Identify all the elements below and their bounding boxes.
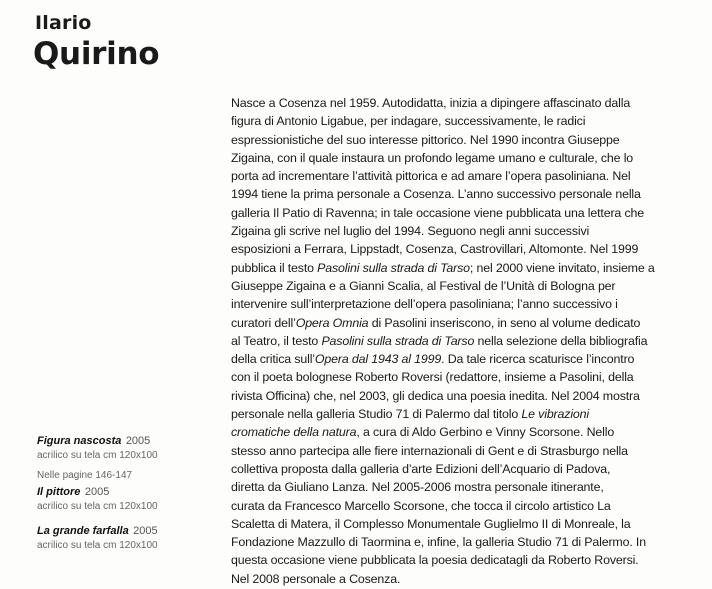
caption-technique: acrilico su tela cm 120x100	[37, 540, 158, 551]
bio-text: rivista Officina) che, nel 2003, gli dedica una poesia inedita. Nel 2004 mostra	[231, 388, 640, 403]
caption-la-grande-farfalla	[37, 521, 222, 551]
bio-text: galleria Il Patio di Ravenna; in tale occasione viene pubblicata una lettera che	[231, 205, 644, 220]
bio-text: diretta da Giuliano Lanza. Nel 2005-2006 mostra personale itinerante,	[231, 480, 604, 495]
bio-line	[231, 112, 697, 130]
bio-italic-title: cromatiche della natura	[231, 425, 357, 440]
bio-line	[231, 332, 697, 350]
bio-line	[231, 442, 697, 460]
caption-title: La grande farfalla	[37, 525, 129, 537]
bio-text: pubblica il testo	[231, 260, 318, 275]
bio-italic-title: Pasolini sulla strada di Tarso	[317, 260, 470, 275]
bio-text: porta ad incrementare l’attività pittorica e ad amare l’opera pasoliniana. Nel	[231, 169, 631, 184]
bio-text: con il poeta bolognese Roberto Roversi (redattore, insieme a Pasolini, della	[231, 370, 634, 385]
caption-technique: acrilico su tela cm 120x100	[37, 501, 158, 512]
bio-line	[231, 551, 697, 569]
bio-line	[231, 149, 697, 167]
bio-line	[231, 387, 697, 405]
bio-text: ; nel 2000 viene invitato, insieme a	[469, 260, 655, 275]
bio-text: Scaletta di Matera, il Complesso Monumentale Guglielmo II di Monreale, la	[231, 516, 631, 531]
bio-italic-title: Opera dal 1943 al 1999	[314, 352, 442, 367]
caption-year: 2005	[84, 486, 110, 498]
bio-text: , a cura di Aldo Gerbino e Vinny Scorsone. Nello	[356, 425, 615, 440]
bio-line	[231, 423, 697, 441]
bio-text: . Da tale ricerca scaturisce l’incontro	[441, 352, 635, 367]
bio-line	[231, 478, 697, 496]
bio-text: personale nella galleria Studio 71 di Palermo dal titolo	[231, 407, 522, 422]
caption-il-pittore	[37, 470, 222, 512]
bio-line	[231, 204, 697, 222]
caption-year: 2005	[133, 525, 158, 537]
bio-text: Zigaina, con il quale instaura un profondo legame umano e culturale, che lo	[231, 150, 634, 165]
bio-line	[231, 259, 697, 277]
bio-italic-title: Opera Omnia	[295, 315, 369, 330]
caption-title: Il pittore	[37, 486, 81, 498]
caption-title: Figura nascosta	[37, 435, 122, 447]
bio-text: nella selezione della bibliografia	[474, 333, 648, 348]
bio-text: collettiva proposta dalla galleria d’arte Edizioni dell’Acquario di Padova,	[231, 461, 611, 476]
bio-line	[231, 131, 697, 149]
bio-line	[231, 295, 697, 313]
bio-line	[231, 350, 697, 368]
bio-text: curatori dell’	[231, 315, 296, 330]
bio-line	[231, 94, 697, 112]
bio-line	[231, 240, 697, 258]
caption-technique: acrilico su tela cm 120x100	[37, 450, 158, 461]
artist-last-name: Quirino	[33, 36, 160, 72]
bio-text: Nasce a Cosenza nel 1959. Autodidatta, inizia a dipingere affascinato dalla	[231, 96, 631, 110]
artist-first-name: Ilario	[35, 12, 92, 34]
bio-line	[231, 368, 697, 386]
bio-line	[231, 533, 697, 551]
bio-line	[231, 314, 697, 332]
bio-text: Zigaina gli scrive nel luglio del 1994. Seguono negli anni successivi	[231, 224, 590, 239]
bio-text: stesso anno partecipa alle fiere internazionali di Gent e di Strasburgo nella	[231, 443, 628, 458]
bio-line	[231, 515, 697, 533]
bio-line	[231, 570, 697, 588]
bio-text: al Teatro, il testo	[231, 333, 322, 348]
artwork-captions	[37, 431, 222, 560]
bio-text: della critica sull’	[231, 352, 315, 367]
bio-text: espressionistiche del suo interesse pittorico. Nel 1990 incontra Giuseppe	[231, 132, 620, 147]
bio-text: figura di Antonio Ligabue, per indagare, successivamente, le radici	[231, 114, 586, 129]
bio-italic-title: Pasolini sulla strada di Tarso	[321, 333, 475, 348]
bio-line	[231, 222, 697, 240]
bio-text: Fondazione Mazzullo di Taormina e, infine, la galleria Studio 71 di Palermo. In	[231, 535, 646, 550]
bio-text: 1994 tiene la prima personale a Cosenza. L’anno successivo personale nella	[231, 187, 641, 202]
caption-figura-nascosta	[37, 431, 222, 461]
biography-text	[231, 94, 697, 588]
bio-italic-title: Le vibrazioni	[521, 407, 590, 422]
bio-text: esposizioni a Ferrara, Lippstadt, Cosenza, Castrovillari, Altomonte. Nel 1999	[231, 242, 639, 257]
bio-line	[231, 460, 697, 478]
bio-text: questa occasione viene pubblicata la poesia dedicatagli da Roberto Roversi.	[231, 553, 639, 568]
bio-text: Nel 2008 personale a Cosenza.	[231, 571, 401, 586]
bio-line	[231, 185, 697, 203]
caption-page-note: Nelle pagine 146-147	[37, 470, 133, 481]
bio-line	[231, 277, 697, 295]
bio-text: Giuseppe Zigaina e a Gianni Scalia, al Festival de l’Unità di Bologna per	[231, 278, 616, 293]
bio-line	[231, 167, 697, 185]
bio-text: intervenire sull’interpretazione dell’opera pasoliniana; l’anno successivo i	[231, 297, 618, 312]
bio-text: curata da Francesco Marcello Scorsone, che tocca il circolo artistico La	[231, 498, 611, 513]
bio-line	[231, 497, 697, 515]
caption-year: 2005	[125, 435, 151, 447]
bio-line	[231, 405, 697, 423]
bio-text: di Pasolini inseriscono, in seno al volume dedicato	[368, 315, 641, 330]
